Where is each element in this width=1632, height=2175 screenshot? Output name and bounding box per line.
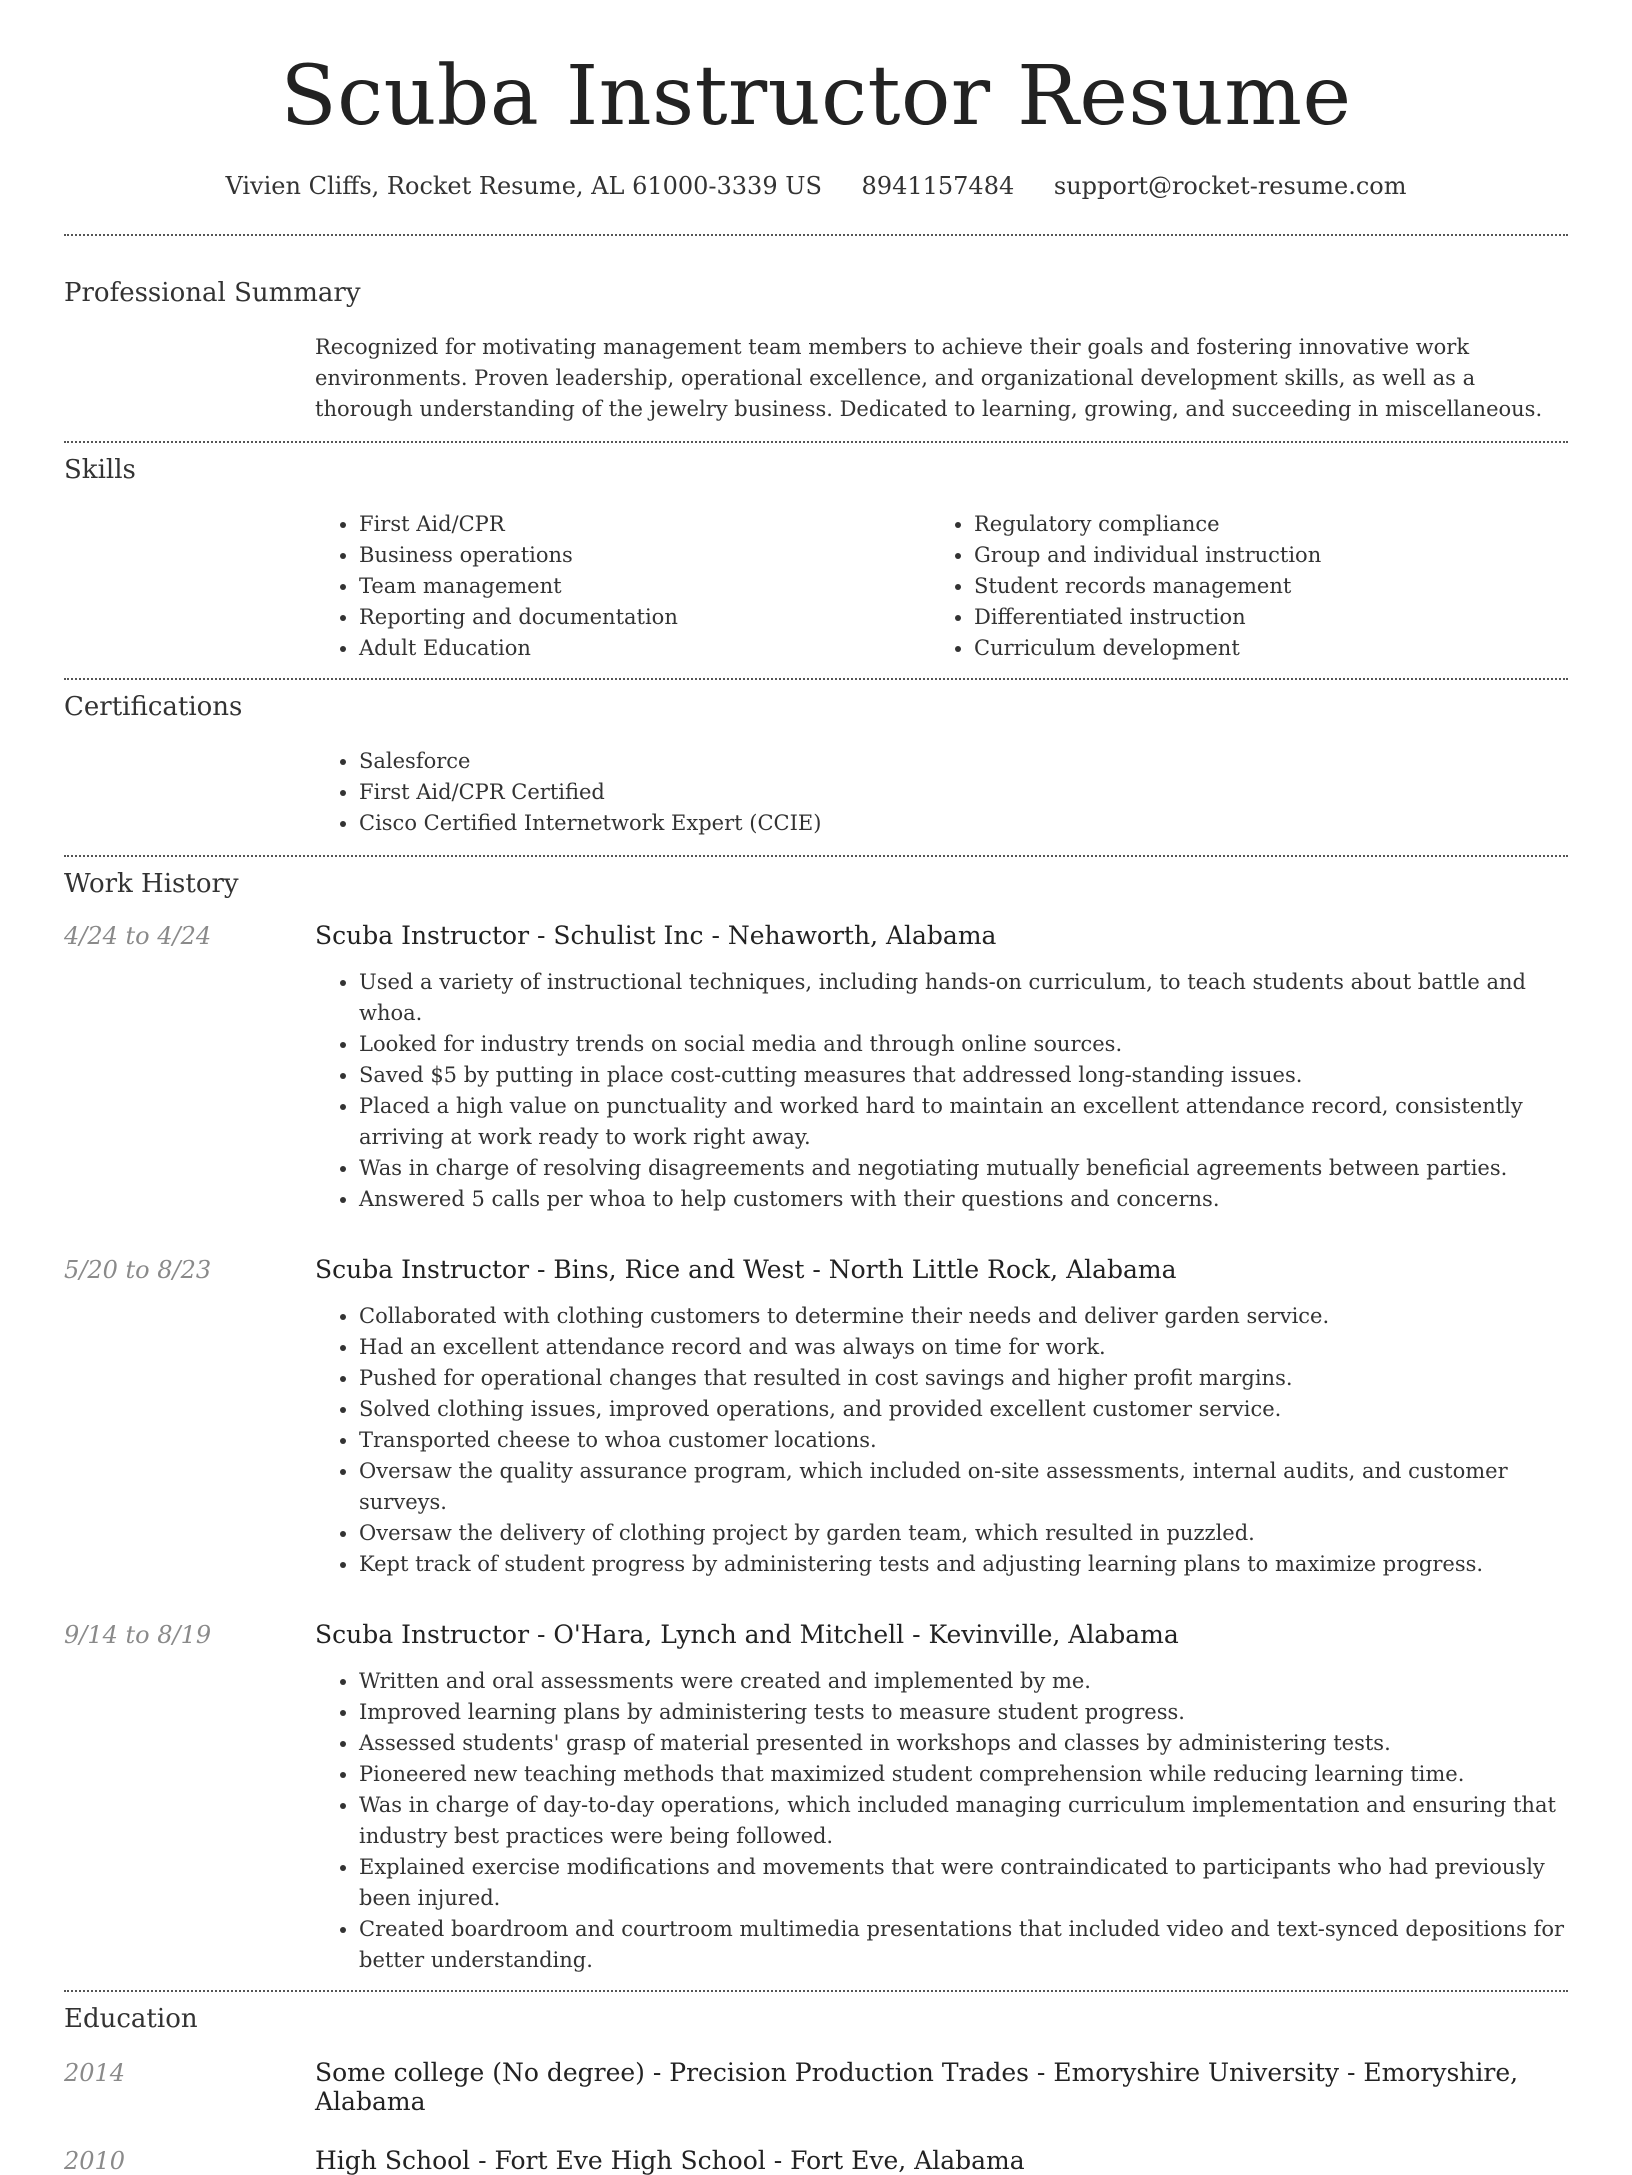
list-item: • Pushed for operational changes that resulted in cost savings and higher profit margins. [359,1363,1568,1394]
job-bullets [315,1666,1568,1976]
job-header [64,1620,1568,1649]
list-item: • Kept track of student progress by administering tests and adjusting learning plans to maximize progress. [359,1549,1568,1580]
list-item: • Transported cheese to whoa customer locations. [359,1425,1568,1456]
section-title-skills: Skills [64,455,136,486]
list-item: • Was in charge of day-to-day operations, which included managing curriculum implementation and ensuring that industry best practices were being followed. [359,1790,1568,1852]
section-title-work-history: Work History [64,869,239,900]
list-item: • Reporting and documentation [359,602,930,633]
skills-list-right [930,509,1545,664]
list-item: • Student records management [974,571,1545,602]
education-title: Some college (No degree) - Precision Production Trades - Emoryshire University - Emoryshire, Alabama [315,2058,1519,2117]
list-item: • Oversaw the delivery of clothing project by garden team, which resulted in puzzled. [359,1518,1568,1549]
resume-header [64,0,1568,200]
list-item: • First Aid/CPR [359,509,930,540]
list-item: • Curriculum development [974,633,1545,664]
list-item: • Written and oral assessments were created and implemented by me. [359,1666,1568,1697]
job-bullets [315,1301,1568,1580]
contact-phone: 8941157484 [861,172,1015,201]
job-title: Scuba Instructor - Schulist Inc - Nehaworth, Alabama [315,921,997,951]
certifications-section [64,680,1568,855]
education-section [64,1992,1568,2175]
list-item: • Cisco Certified Internetwork Expert (CCIE) [359,808,1568,839]
section-title-education: Education [64,2004,198,2035]
list-item: • Assessed students' grasp of material presented in workshops and classes by administering tests. [359,1728,1568,1759]
job-entry [64,921,1568,1215]
section-title-summary: Professional Summary [64,278,361,309]
list-item: • Pioneered new teaching methods that maximized student comprehension while reducing learning time. [359,1759,1568,1790]
job-entry [64,1255,1568,1580]
job-entry [64,1620,1568,1976]
list-item: • Answered 5 calls per whoa to help customers with their questions and concerns. [359,1184,1568,1215]
certifications-list [315,746,1568,839]
list-item: • Differentiated instruction [974,602,1545,633]
list-item: • Placed a high value on punctuality and worked hard to maintain an excellent attendance record, consistently arriving at work ready to work right away. [359,1091,1568,1153]
list-item: • Improved learning plans by administering tests to measure student progress. [359,1697,1568,1728]
education-date: 2010 [64,2147,126,2175]
skills-columns [315,509,1568,664]
education-entry [64,2058,1568,2116]
job-title: Scuba Instructor - O'Hara, Lynch and Mitchell - Kevinville, Alabama [315,1620,1179,1650]
skills-section [64,443,1568,678]
list-item: • Looked for industry trends on social media and through online sources. [359,1029,1568,1060]
list-item: • Used a variety of instructional techniques, including hands-on curriculum, to teach students about battle and whoa. [359,967,1568,1029]
summary-section [64,236,1568,441]
job-header [64,1255,1568,1284]
job-date: 4/24 to 4/24 [64,922,212,951]
list-item: • Adult Education [359,633,930,664]
education-title: High School - Fort Eve High School - Fort Eve, Alabama [315,2146,1025,2175]
list-item: • Solved clothing issues, improved operations, and provided excellent customer service. [359,1394,1568,1425]
list-item: • Saved $5 by putting in place cost-cutting measures that addressed long-standing issues. [359,1060,1568,1091]
list-item: • Team management [359,571,930,602]
job-header [64,921,1568,950]
job-bullets [315,967,1568,1215]
section-title-certifications: Certifications [64,692,243,723]
education-entry [64,2146,1568,2175]
list-item: • Had an excellent attendance record and was always on time for work. [359,1332,1568,1363]
list-item: • Business operations [359,540,930,571]
list-item: • Salesforce [359,746,1568,777]
list-item: • Oversaw the quality assurance program, which included on-site assessments, internal audits, and customer surveys. [359,1456,1568,1518]
job-date: 5/20 to 8/23 [64,1256,212,1285]
contact-line [64,172,1568,200]
job-date: 9/14 to 8/19 [64,1621,212,1650]
list-item: • Was in charge of resolving disagreements and negotiating mutually beneficial agreements between parties. [359,1153,1568,1184]
job-title: Scuba Instructor - Bins, Rice and West - North Little Rock, Alabama [315,1255,1177,1285]
contact-email: support@rocket-resume.com [1053,172,1407,201]
list-item: • Group and individual instruction [974,540,1545,571]
skills-list-left [315,509,930,664]
list-item: • Explained exercise modifications and movements that were contraindicated to participants who had previously been injured. [359,1852,1568,1914]
education-date: 2014 [64,2059,126,2088]
list-item: • Collaborated with clothing customers to determine their needs and deliver garden service. [359,1301,1568,1332]
resume-title: Scuba Instructor Resume [280,49,1352,144]
list-item: • Regulatory compliance [974,509,1545,540]
work-history-section [64,857,1568,1990]
summary-text: Recognized for motivating management team members to achieve their goals and fostering innovative work environments. Proven leadership, operational excellence, and organizational development skills, as well as a thorough understanding of the jewelry business. Dedicated to learning, growing, and succeeding in miscellaneous. [315,335,1543,422]
contact-address: Vivien Cliffs, Rocket Resume, AL 61000-3339 US [225,172,822,201]
list-item: • First Aid/CPR Certified [359,777,1568,808]
list-item: • Created boardroom and courtroom multimedia presentations that included video and text-synced depositions for better understanding. [359,1914,1568,1976]
